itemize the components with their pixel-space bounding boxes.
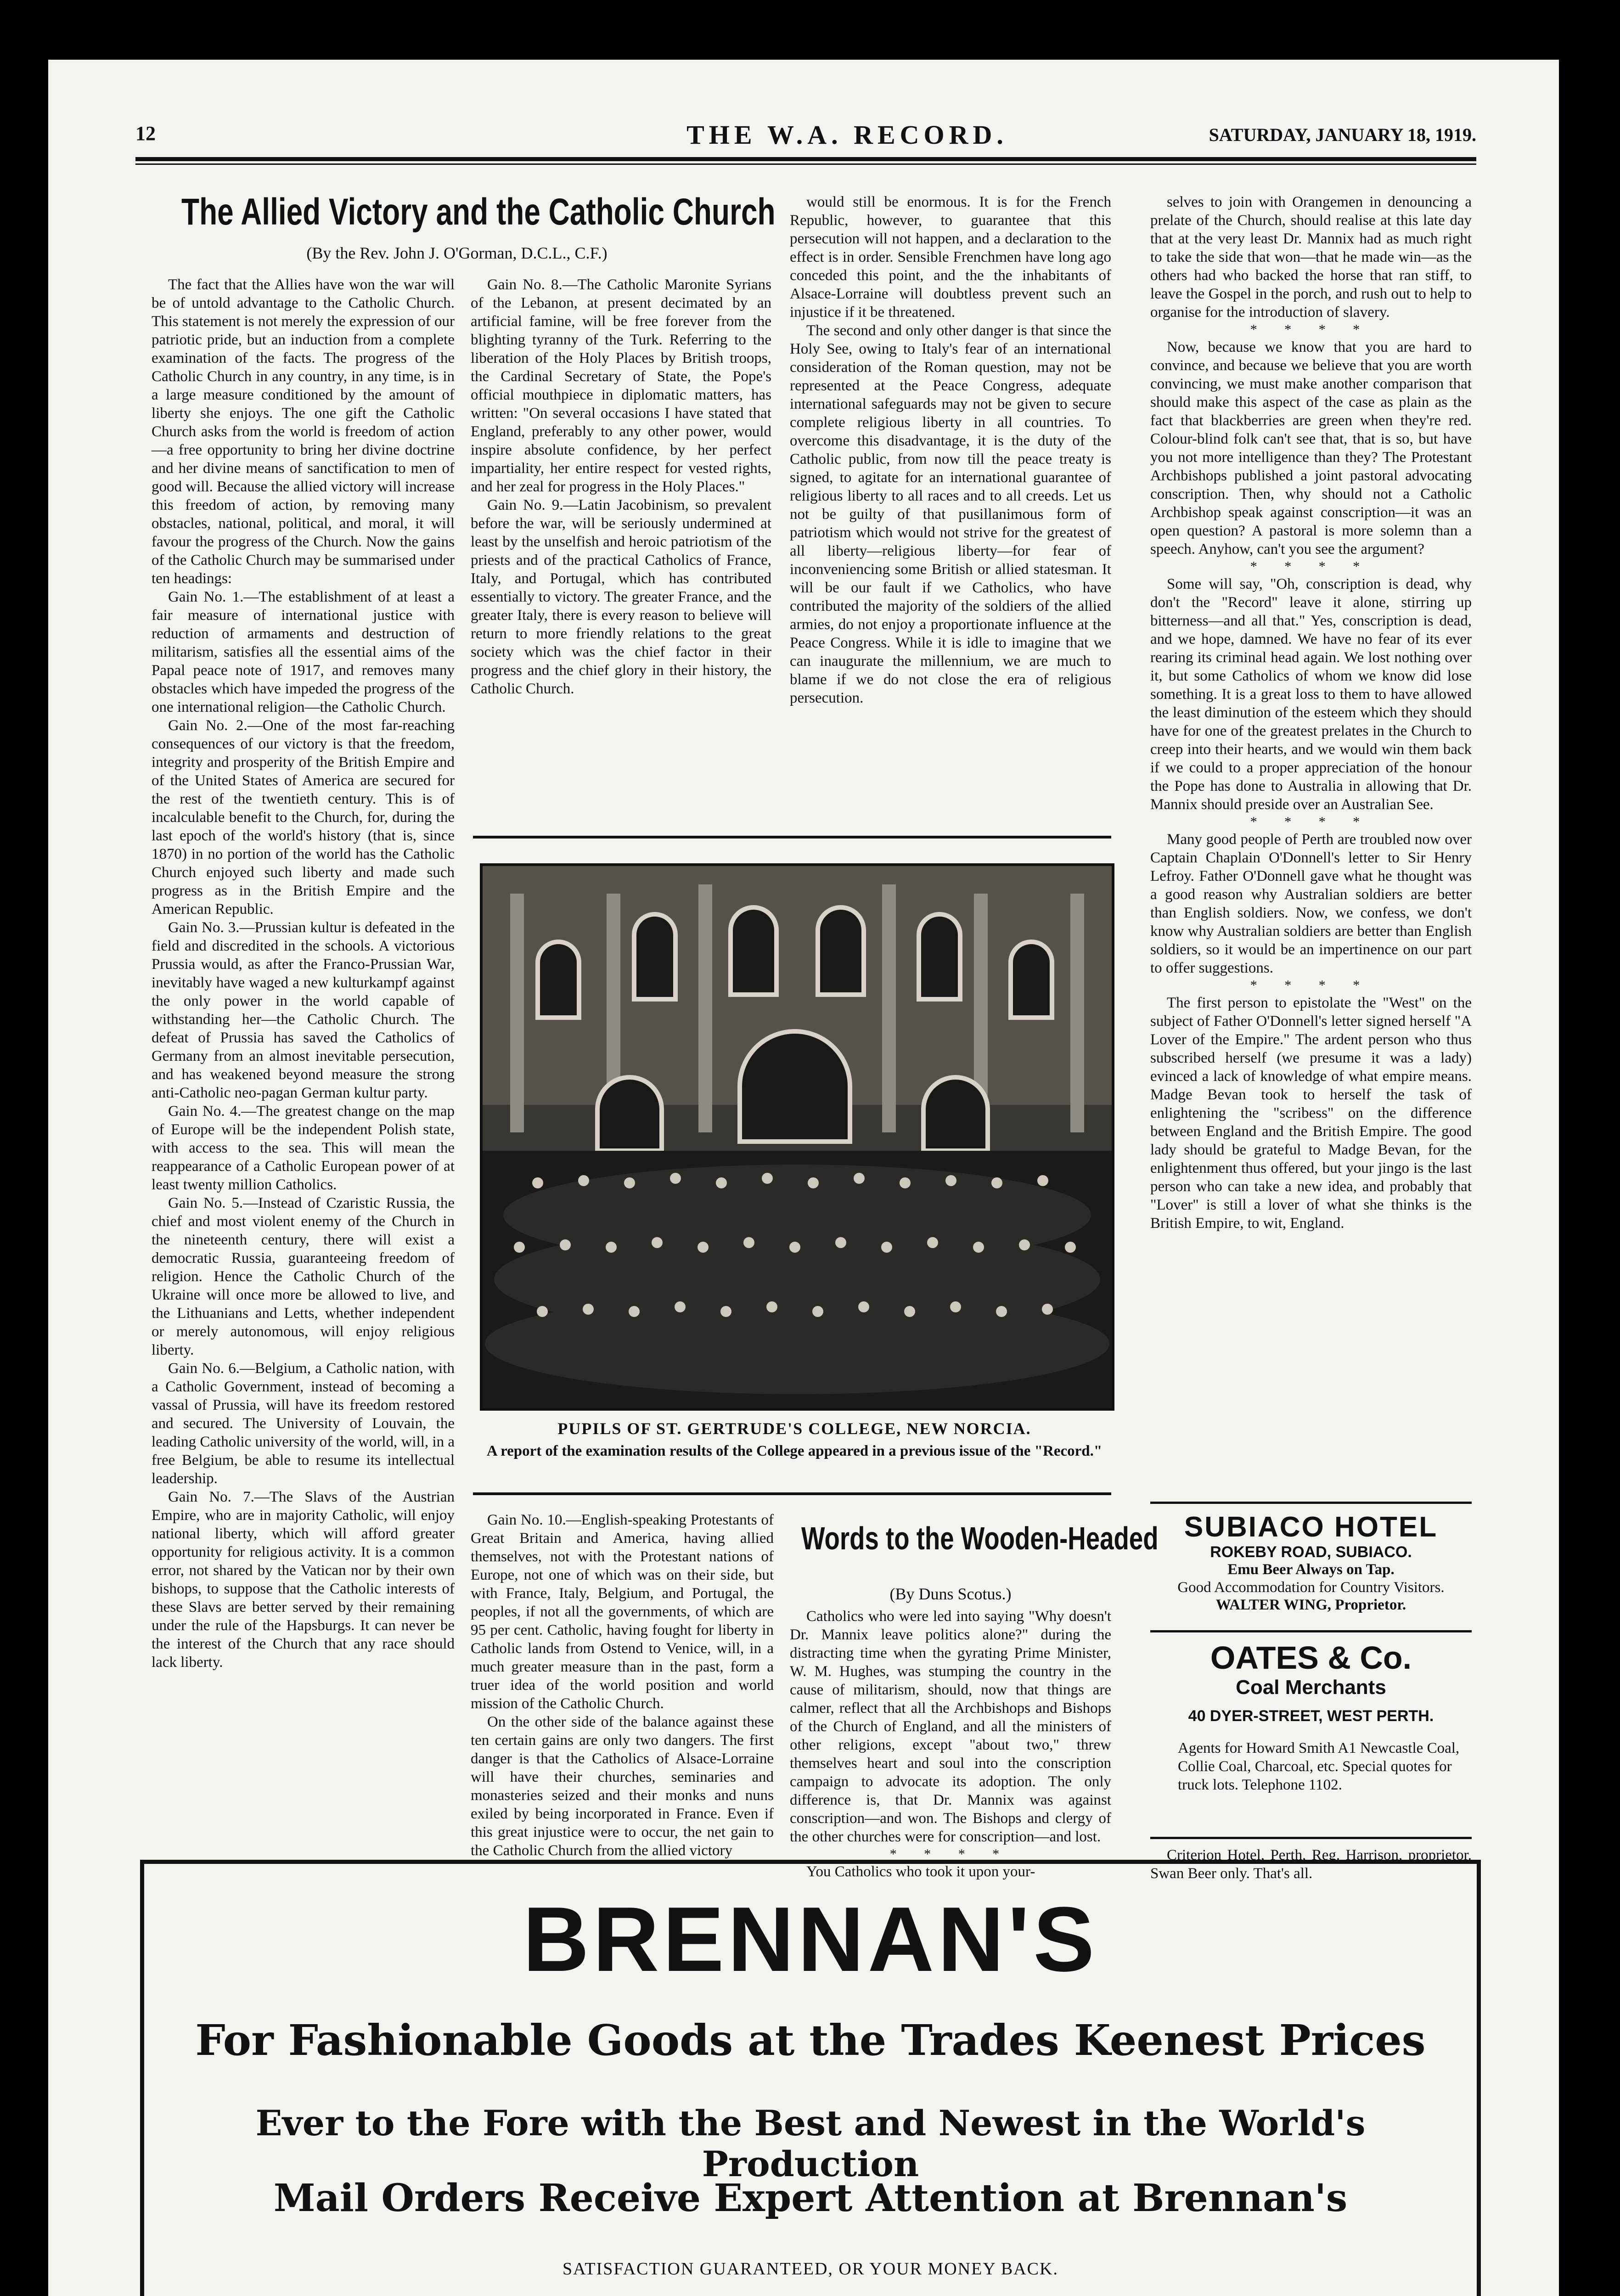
oates-trade: Coal Merchants [1236,1676,1386,1699]
article2-column-1 [790,1607,1111,1881]
article-byline: (By the Rev. John J. O'Gorman, D.C.L., C.F.) [306,244,608,262]
paragraph: On the other side of the balance against these ten certain gains are only two dangers. The first danger is that the Catholics of Alsace-Lorraine will have their churches, seminaries and monasteries seized and their monks and nuns exiled by being incorporated in France. Even if this great injustice were to occur, the net gain to the Catholic Church from the allied victory [471,1714,774,1859]
hotel-address: ROKEBY ROAD, SUBIACO. [1210,1543,1412,1561]
hotel-name: SUBIACO HOTEL [1184,1511,1438,1543]
article-column-1 [152,276,455,1671]
oates-details: Agents for Howard Smith A1 Newcastle Coal, Collie Coal, Charcoal, etc. Special quotes for truck lots. Telephone 1102. [1178,1740,1460,1793]
article-column-3 [790,193,1111,707]
paragraph: Gain No. 1.—The establishment of at least a fair measure of international justice with reduction of armaments and destruction of militarism, satisfies all the essential aims of the Papal peace note of 1917, and removes many obstacles which have impeded the progress of the one international religion—the Catholic Church. [152,589,455,715]
brennans-advertisement [140,1860,1481,2296]
hotel-accommodation: Good Accommodation for Country Visitors. [1177,1579,1445,1596]
paragraph: Some will say, "Oh, conscription is dead, why don't the "Record" leave it alone, stirring up bitterness—and all that." Yes, conscription is dead, and we hope, damned. We have no fear of its ever rearing its criminal head again. We lost nothing over it, but some Catholics of whom we know did lose something. It is a great loss to them to have allowed the least diminution of the esteem which they should have for one of the greatest prelates in the Church to creep into their hearts, and we would win them back if we could to a proper appreciation of the honour the Pope has done to Australia in allowing that Dr. Mannix should preside over an Australian See. [1150,576,1472,813]
paragraph: selves to join with Orangemen in denouncing a prelate of the Church, should realise at this late day that at the very least Dr. Mannix had as much right to take the side that won—that he made win—as the others had who backed the horse that ran stiff, to leave the Gospel in the porch, and rush out to help to organise for the introduction of slavery. [1150,194,1472,321]
criterion-hotel-notice: Criterion Hotel, Perth, Reg. Harrison, proprietor. Swan Beer only. That's all. [1150,1847,1472,1882]
paragraph: You Catholics who took it upon your- [806,1863,1035,1880]
section-stars: * * * * [1250,322,1372,337]
brennans-tagline-3: Mail Orders Receive Expert Attention at Brennan's [273,2176,1348,2220]
paragraph: Gain No. 10.—English-speaking Protestants of Great Britain and America, having allied themselves, not with the Protestant nations of Europe, not one of which was on their side, but with France, Italy, Belgium, and Portugal, the peoples, if not all the governments, of which are 95 per cent. Catholic, having fought for liberty in Catholic lands from Ostend to Venice, will, in a much greater measure than in the past, form a truer idea of the world position and world mission of the Catholic Church. [471,1512,774,1712]
brennans-guarantee: SATISFACTION GUARANTEED, OR YOUR MONEY BACK. [562,2259,1058,2279]
section-rule [473,836,1111,838]
paragraph: Catholics who were led into saying "Why doesn't Dr. Mannix leave politics alone?" during the distracting time when the gyrating Prime Minister, W. M. Hughes, was stumping the country in the cause of militarism, should, now that things are calmer, reflect that all the Archbishops and Bishops of the Church of England, and all the ministers of other religions, except "about two," threw themselves heart and soul into the conscription campaign to advocate its adoption. The only difference is, that Dr. Mannix was against conscription—and won. The Bishops and clergy of the other churches were for conscription—and lost. [790,1608,1111,1845]
page-number: 12 [135,122,156,145]
oates-address: 40 DYER-STREET, WEST PERTH. [1188,1707,1434,1725]
paragraph: Many good people of Perth are troubled now over Captain Chaplain O'Donnell's letter to Sir Henry Lefroy. Father O'Donnell gave what he thought was a good reason why Australian soldiers are better than English soldiers. Now, we confess, we don't know why Australian soldiers are better than English soldiers, so it would be an impertinence on our part to offer suggestions. [1150,831,1472,976]
college-photograph [480,863,1114,1411]
paragraph: The fact that the Allies have won the war will be of untold advantage to the Catholic Church. This statement is not merely the expression of our patriotic pride, but an induction from a complete examination of the facts. The progress of the Catholic Church in any country, in any time, is in a large measure conditioned by the amount of liberty she enjoys. The one gift the Catholic Church asks from the world is freedom of action—a free opportunity to bring her divine doctrine and her divine means of sanctification to men of good will. Because the allied victory will increase this freedom of action, by removing many obstacles, national, political, and moral, it will favour the progress of the Church. Now the gains of the Catholic Church may be summarised under ten headings: [152,276,455,587]
section-stars: * * * * [889,1846,1012,1862]
brennans-brand: BRENNAN'S [523,1888,1098,1991]
paragraph: Gain No. 5.—Instead of Czaristic Russia, the chief and most violent enemy of the Church in the nineteenth century, there will exist a democratic Russia, guaranteeing freedom of religion. Hence the Catholic Church of the Ukraine will once more be allowed to live, and the Lithuanians and Letts, whether independent or merely autonomous, will enjoy religious liberty. [152,1195,455,1358]
paper-title: THE W.A. RECORD. [686,120,1008,150]
brennans-tagline-1: For Fashionable Goods at the Trades Keenest Prices [195,2015,1426,2065]
oates-name: OATES & Co. [1210,1640,1412,1676]
ad-rule [1150,1837,1472,1839]
masthead-rule-thin [135,163,1476,165]
paragraph: would still be enormous. It is for the French Republic, however, to guarantee that this persecution will not happen, and a declaration to the effect is in order. Sensible Frenchmen have long ago conceded this point, and the the inhabitants of Alsace-Lorraine will doubtless prevent such an injustice if it be threatened. [790,194,1111,321]
section-rule [473,1492,1111,1495]
paragraph: The second and only other danger is that since the Holy See, owing to Italy's fear of an international consideration of the Roman question, may not be represented at the Peace Congress, adequate international safeguards may not be given to secure complete religious liberty in all countries. To overcome this disadvantage, it is the duty of the Catholic public, from now till the peace treaty is signed, to agitate for an international guarantee of religious liberty to all races and to all creeds. Let us not be guilty of that pusillanimous form of patriotism which would not strive for the greatest of all liberty—religious liberty—for fear of inconveniencing some British or allied statesman. It will be our fault if we Catholics, who have contributed the majority of the soldiers of the allied armies, do not enjoy a proportionate influence at the Peace Congress. While it is idle to imagine that we can inaugurate the millennium, we are much to blame if we do not close the era of religious persecution. [790,322,1111,706]
oates-coal-ad [1150,1639,1472,1794]
ad-rule [1150,1502,1472,1504]
paragraph: Gain No. 7.—The Slavs of the Austrian Empire, who are in majority Catholic, will enjoy national liberty, which will afford greater opportunity for religious activity. It is a common error, not shared by the Vatican nor by their own bishops, to suppose that the Catholic interests of these Slavs are better served by their remaining under the rule of the Hapsburgs. It can never be the interest of the Church that any race should lack liberty. [152,1489,455,1671]
paragraph: Gain No. 9.—Latin Jacobinism, so prevalent before the war, will be seriously undermined at least by the unselfish and heroic patriotism of the priests and of the practical Catholics of France, Italy, and Portugal, which has contributed essentially to victory. The greater France, and the greater Italy, there is every reason to believe will return to more friendly relations to the great society which was the chief factor in their progress and the chief glory in their history, the Catholic Church. [471,497,771,697]
article2-title: Words to the Wooden-Headed [801,1520,1159,1556]
paragraph: Gain No. 6.—Belgium, a Catholic nation, with a Catholic Government, instead of becoming a vassal of Prussia, will have its freedom restored and secured. The University of Louvain, the leading Catholic university of the world, will, in a free Belgium, be able to resume its intellectual leadership. [152,1360,455,1487]
article-column-2 [471,276,771,698]
article2-column-2 [1150,193,1472,1232]
paragraph: The first person to epistolate the "West" on the subject of Father O'Donnell's letter signed herself "A Lover of the Empire." The ardent person who thus subscribed herself (we presume it was a lady) evinced a lack of knowledge of what empire means. Madge Bevan took to herself the task of enlightening the "scribess" on the difference between England and the British Empire. The good lady should be grateful to Madge Bevan, for the enlightenment thus offered, but your jingo is the last person who can take a new idea, and probably that "Lover" is still a lover of what she thinks is the British Empire, to wit, England. [1150,995,1472,1232]
subiaco-hotel-ad [1150,1511,1472,1614]
masthead-rule [135,157,1476,161]
hotel-proprietor: WALTER WING, Proprietor. [1215,1597,1406,1613]
hotel-beer: Emu Beer Always on Tap. [1227,1561,1395,1578]
paragraph: Gain No. 3.—Prussian kultur is defeated in the field and discredited in the schools. A victorious Prussia would, as after the Franco-Prussian War, inevitably have waged a new kulturkampf against the only power in the world capable of withstanding her—the Catholic Church. The defeat of Prussia has saved the Catholics of Germany from an almost inevitable persecution, and has weakened beyond measure the strong anti-Catholic neo-pagan German kultur party. [152,919,455,1101]
masthead [135,119,1476,152]
section-stars: * * * * [1250,559,1372,574]
article-title: The Allied Victory and the Catholic Church [181,191,776,233]
paragraph: Now, because we know that you are hard to convince, and because we believe that you are worth convincing, we must make another comparison that should make this aspect of the case as plain as the fact that blackberries are green when they're red. Colour-blind folk can't see that, that is so, but have you not more intelligence than they? The Protestant Archbishops published a joint pastoral advocating conscription. Then, why should not a Catholic Archbishop speak against conscription—it was an open question? A pastoral is more solemn than a speech. Anyhow, can't you see the argument? [1150,339,1472,557]
article-column-bottom [471,1511,774,1860]
brennans-tagline-2: Ever to the Fore with the Best and Newest in the World's Production [255,2103,1366,2184]
college-building-illustration [483,866,1112,1408]
article2-byline: (By Duns Scotus.) [889,1585,1012,1603]
newspaper-page [48,60,1559,2296]
paragraph: Gain No. 2.—One of the most far-reaching consequences of our victory is that the freedom, integrity and prosperity of the British Empire and of the United States of America are secured for the rest of the twentieth century. This is of incalculable benefit to the Church, for, during the last epoch of the world's history (that is, since 1870) in no portion of the world has the Catholic Church enjoyed such liberty and made such progress as in the British Empire and the American Republic. [152,717,455,917]
section-stars: * * * * [1250,978,1372,993]
issue-date: SATURDAY, JANUARY 18, 1919. [1209,124,1476,145]
paragraph: Gain No. 4.—The greatest change on the map of Europe will be the independent Polish state, with access to the sea. This will mean the reappearance of a Catholic European power of at least twenty million Catholics. [152,1103,455,1193]
section-stars: * * * * [1250,814,1372,829]
photo-caption-text: A report of the examination results of the College appeared in a previous issue of the "Record." [486,1443,1102,1459]
ad-rule [1150,1630,1472,1632]
paragraph: Gain No. 8.—The Catholic Maronite Syrians of the Lebanon, at present decimated by an artificial famine, will be free forever from the blighting tyranny of the Turk. Referring to the liberation of the Holy Places by British troops, the Cardinal Secretary of State, the Pope's official mouthpiece in diplomatic matters, has written: "On several occasions I have stated that England, preferably to any other power, would inspire absolute confidence, by her perfect impartiality, her entire respect for vested rights, and her zeal for progress in the Holy Places." [471,276,771,495]
photo-caption-title: PUPILS OF ST. GERTRUDE'S COLLEGE, NEW NORCIA. [557,1419,1031,1438]
